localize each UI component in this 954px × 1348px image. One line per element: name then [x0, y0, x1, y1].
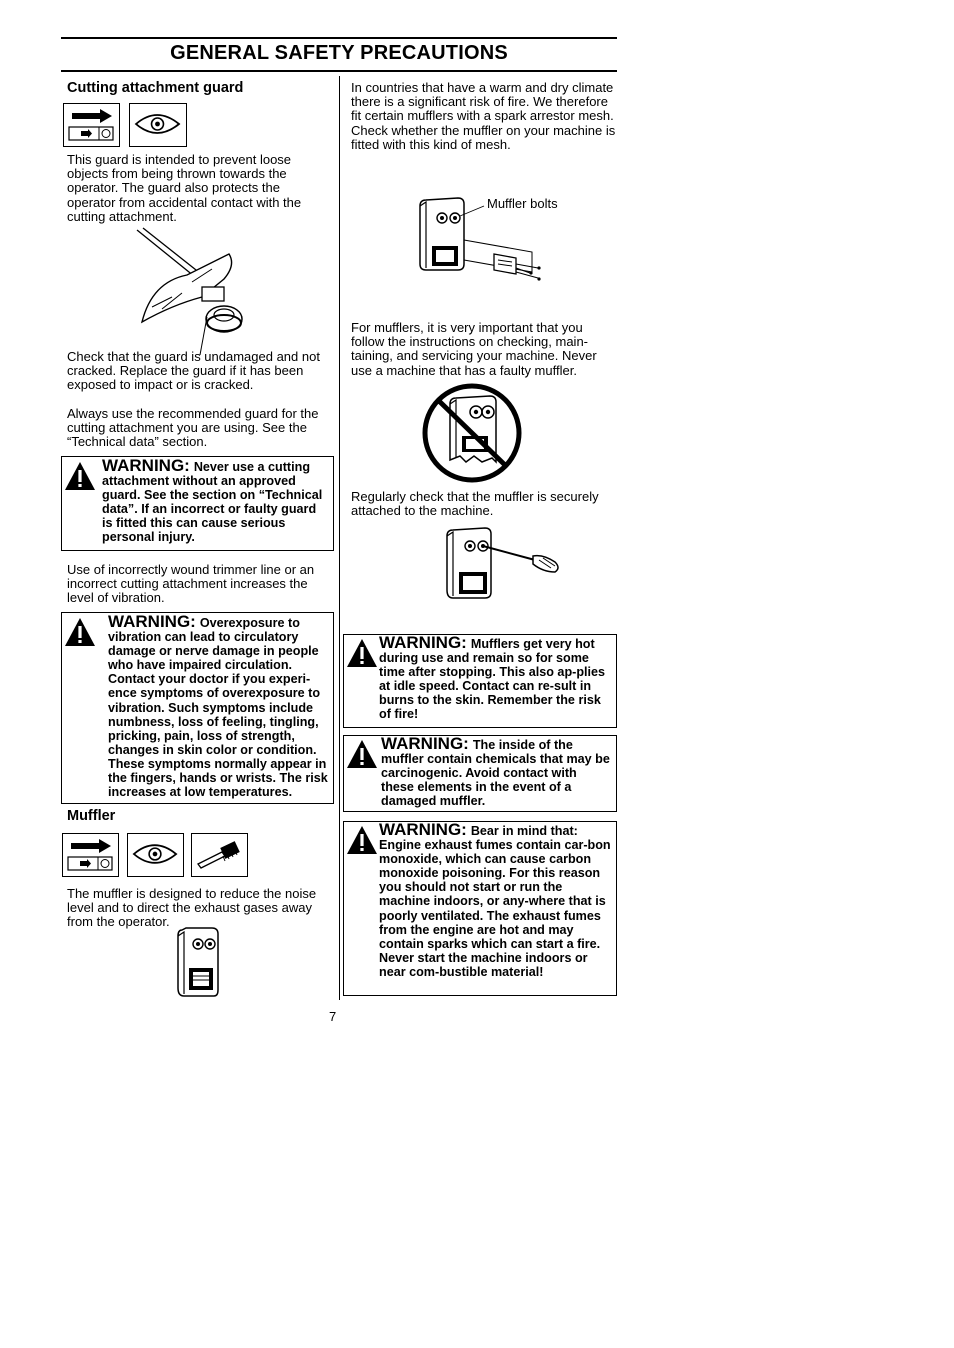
muffler-intro-text: The muffler is designed to reduce the noise level and to direct the exhaust gases away from the operator.: [67, 886, 317, 930]
warning-label: WARNING:: [379, 820, 467, 839]
guard-heading: Cutting attachment guard: [67, 80, 244, 96]
muffler-heading: Muffler: [67, 808, 116, 824]
warning-text-carcinogenic: [381, 734, 613, 809]
fire-risk-text: In countries that have a warm and dry climate there is a significant risk of fire. We therefore fit certain mufflers with a spark arrestor mesh. Check whether the muffler on your machine is fitted with this kind of mesh.: [351, 80, 616, 152]
prohibited-icon: [420, 382, 524, 484]
warning-label: WARNING:: [379, 633, 467, 652]
screwdriver-icon: [443, 526, 563, 602]
warning-body: The inside of the muffler contain chemicals that may be carcinogenic. Avoid contact with these elements in the event of a damaged muffler.: [381, 738, 610, 809]
warning-box-guard: [61, 456, 334, 551]
check-attached-text: Regularly check that the muffler is securely attached to the machine.: [351, 489, 599, 519]
warning-box-vibration: [61, 612, 334, 804]
warning-triangle-icon: [64, 461, 96, 491]
warning-label: WARNING:: [108, 612, 196, 631]
page-title: GENERAL SAFETY PRECAUTIONS: [170, 42, 508, 64]
warning-box-carcinogenic: [343, 735, 617, 812]
warning-body: Overexposure to vibration can lead to circulatory damage or nerve damage in people who have impaired circulation. Contact your doctor if you experi-ence symptoms of overexposure to vibration. Such symptoms include numbness, loss of feeling, tingling, pricking, pain, loss of strength, changes in skin color or condition. These symptoms normally appear in the fingers, hands or wrists. The risk increases at low temperatures.: [108, 616, 328, 800]
warning-label: WARNING:: [102, 456, 190, 475]
warning-triangle-icon: [346, 825, 378, 855]
warning-text-exhaust: [379, 820, 611, 979]
header-rule-bottom: [61, 70, 617, 72]
wire-brush-icon: [191, 833, 248, 877]
warning-body: Never use a cutting attachment without an approved guard. See the section on “Technical data”. If an incorrect or faulty guard is fitted this can cause serious personal injury.: [102, 460, 323, 545]
vibration-text: Use of incorrectly wound trimmer line or an incorrect cutting attachment increases the level of vibration.: [67, 562, 315, 606]
muffler-icon: [174, 926, 222, 998]
trimmer-guard-icon: [132, 227, 250, 355]
stop-switch-icon: [62, 833, 119, 877]
warning-triangle-icon: [64, 617, 96, 647]
column-divider: [339, 76, 340, 1000]
stop-switch-icon: [63, 103, 120, 147]
warning-triangle-icon: [346, 638, 378, 668]
warning-body: Bear in mind that: Engine exhaust fumes contain car-bon monoxide, which can cause carbon monoxide poisoning. For this reason you should not start or run the machine indoors, or any-where that is poorly ventilated. The exhaust fumes from the engine are hot and may contain sparks which can start a fire. Never start the machine indoors or near com-bustible material!: [379, 824, 611, 979]
warning-box-hot-muffler: [343, 634, 617, 728]
guard-recommend-text: Always use the recommended guard for the cutting attachment you are using. See the “Technical data” section.: [67, 406, 319, 450]
guard-check-text: Check that the guard is undamaged and not cracked. Replace the guard if it has been exposed to impact or is cracked.: [67, 349, 320, 393]
header-rule-top: [61, 37, 617, 39]
guard-intro-text: This guard is intended to prevent loose objects from being thrown towards the operator. The guard also protects the operator from accidental contact with the cutting attachment.: [67, 152, 302, 224]
warning-text-guard: [102, 456, 330, 545]
page-number: 7: [329, 1009, 337, 1024]
warning-body: Mufflers get very hot during use and remain so for some time after stopping. This also ap-plies at idle speed. Contact can re-sult in burns to the skin. Remember the risk of fire!: [379, 637, 606, 722]
warning-label: WARNING:: [381, 734, 469, 753]
muffler-bolts-label: Muffler bolts: [487, 196, 558, 211]
warning-text-hot-muffler: [379, 633, 613, 722]
warning-text-vibration: [108, 612, 331, 800]
muffler-instructions-text: For mufflers, it is very important that you follow the instructions on checking, main-taining, and servicing your machine. Never use a machine that has a faulty muffler.: [351, 320, 597, 378]
warning-box-exhaust: [343, 821, 617, 996]
eye-inspect-icon: [129, 103, 187, 147]
eye-inspect-icon: [127, 833, 184, 877]
warning-triangle-icon: [346, 739, 378, 769]
